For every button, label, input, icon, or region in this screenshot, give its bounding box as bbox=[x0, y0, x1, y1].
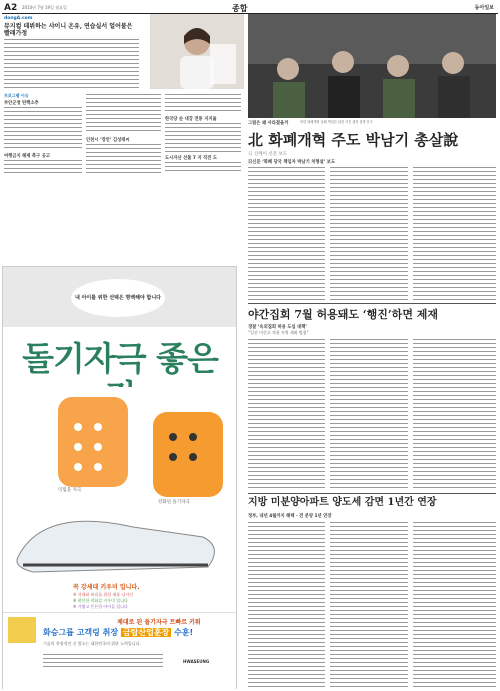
story4-title: 한국당 순 대강 전통 지지율 bbox=[165, 117, 217, 122]
advertisement[interactable] bbox=[2, 266, 237, 689]
story5-body bbox=[165, 161, 241, 173]
ad-slogan-3: 수훈! bbox=[174, 628, 194, 637]
ad-product-name: 제대로 된 돌기자극 트빠르 키워 bbox=[117, 619, 201, 626]
left-subhead-1: 프로그램 이슈 bbox=[4, 93, 29, 98]
mid-deck: 경찰 ‘옥외집회 허용 도심 대책’ bbox=[248, 325, 308, 330]
donga-tag[interactable]: dongA.com bbox=[4, 16, 33, 21]
ad-label-1: 익힘을 지극 bbox=[58, 488, 82, 493]
issue-date: 2010년 7월 19일 월요일 bbox=[22, 5, 67, 10]
story1-body bbox=[4, 106, 82, 150]
bottom-deck: 정부, 내년 4월까지 해택 · 전 분양 1년 연장 bbox=[248, 514, 332, 519]
group-photo-icon bbox=[248, 14, 496, 118]
ad-feature-2: ※ 편안한 착화감 키우미 입니다 bbox=[73, 598, 128, 603]
bottom-body-2 bbox=[330, 521, 408, 687]
ad-feature-1: ※ 자세와 허리를 위한 제품 디자인 bbox=[73, 592, 133, 597]
story1-title: 부안군청 탄핵소추 bbox=[4, 101, 39, 106]
right-headline: 北 화폐개혁 주도 박남기 총살說 bbox=[248, 131, 459, 149]
right-photo bbox=[248, 14, 496, 118]
ad-award-icon bbox=[8, 617, 36, 643]
ad-slogan bbox=[43, 627, 193, 638]
ad-product-area bbox=[3, 387, 236, 612]
story3-title: 인천시 ‘장안’ 김성태씨 bbox=[86, 138, 130, 143]
person-photo-icon bbox=[150, 14, 244, 89]
left-body-1 bbox=[4, 38, 139, 90]
ad-brand-logo: HWASEUNG bbox=[183, 659, 210, 664]
right-body-3 bbox=[413, 166, 496, 301]
mid-body-3 bbox=[413, 338, 496, 490]
mid-headline: 야간집회 7월 허용돼도 ‘행진’하면 제재 bbox=[248, 308, 439, 321]
paper-name: 동아일보 bbox=[474, 5, 494, 11]
ad-brand-label: 꼭 강세대 키우미 입니다. bbox=[73, 584, 140, 591]
left-photo bbox=[150, 14, 244, 89]
shoe-product-illustration bbox=[3, 387, 236, 612]
right-photo-caption-title: 그림은 왜 사라졌을까 bbox=[248, 121, 289, 126]
mid-body-2 bbox=[330, 338, 408, 490]
story3-body bbox=[86, 143, 161, 173]
section-divider-2 bbox=[248, 493, 496, 494]
ad-slogan-1: 화승그룹 고객링 취장 bbox=[43, 628, 119, 637]
ad-bubble: 내 아이를 위한 선택은 명백해야 합니다 bbox=[71, 279, 165, 317]
ad-bottom-band bbox=[3, 612, 236, 689]
right-body-1 bbox=[248, 166, 325, 301]
ad-top-band bbox=[3, 267, 236, 327]
ad-slogan-2: 금탑산업훈장 bbox=[122, 628, 170, 637]
right-deck: 日 산케이 신문 보도 bbox=[248, 152, 288, 157]
ad-feature-3: ※ 가볍고 튼튼한 아이들 입니다 bbox=[73, 604, 128, 609]
bottom-body-3 bbox=[413, 521, 496, 687]
story5-title: 도시자산 선물 7 지 직전 도 bbox=[165, 156, 217, 161]
right-subhead: 日신문 ‘화폐 당국 책임자 박남기 처형설’ 보도 bbox=[248, 160, 336, 165]
ad-title-line1: 돌기자극 좋은 bbox=[22, 339, 218, 378]
story4-body bbox=[165, 122, 241, 152]
left-body-3 bbox=[165, 93, 241, 113]
section-title: 종합 bbox=[232, 4, 248, 13]
page-number: A2 bbox=[4, 3, 18, 13]
bottom-body-1 bbox=[248, 521, 325, 687]
mid-body-1 bbox=[248, 338, 325, 490]
bottom-headline: 지방 미분양아파트 양도세 감면 1년간 연장 bbox=[248, 497, 437, 508]
right-photo-caption: 북한 화폐개혁 실패 책임론 관련 사진 캡션 설명 문구 bbox=[300, 120, 373, 124]
section-divider-1 bbox=[248, 303, 496, 304]
left-headline: 뮤지컬 데뷔하는 샤이니 온유, 연습실서 얼어붙은 빨래가정 bbox=[4, 23, 133, 37]
ad-footer: 기술의 총합적인 신 발소는 대한민국의 위한 노력입니다. bbox=[43, 641, 141, 646]
right-body-2 bbox=[330, 166, 408, 301]
mid-sub: “일선 미신고 적용 지역 제외 방침” bbox=[248, 330, 309, 335]
story2-title: 여행금지 해제 촉구 공고 bbox=[4, 154, 50, 159]
left-body-2 bbox=[86, 93, 161, 133]
ad-fine-print bbox=[43, 653, 163, 667]
story2-body bbox=[4, 159, 82, 173]
ad-label-2: 강화된 돌기자극 bbox=[158, 500, 190, 505]
